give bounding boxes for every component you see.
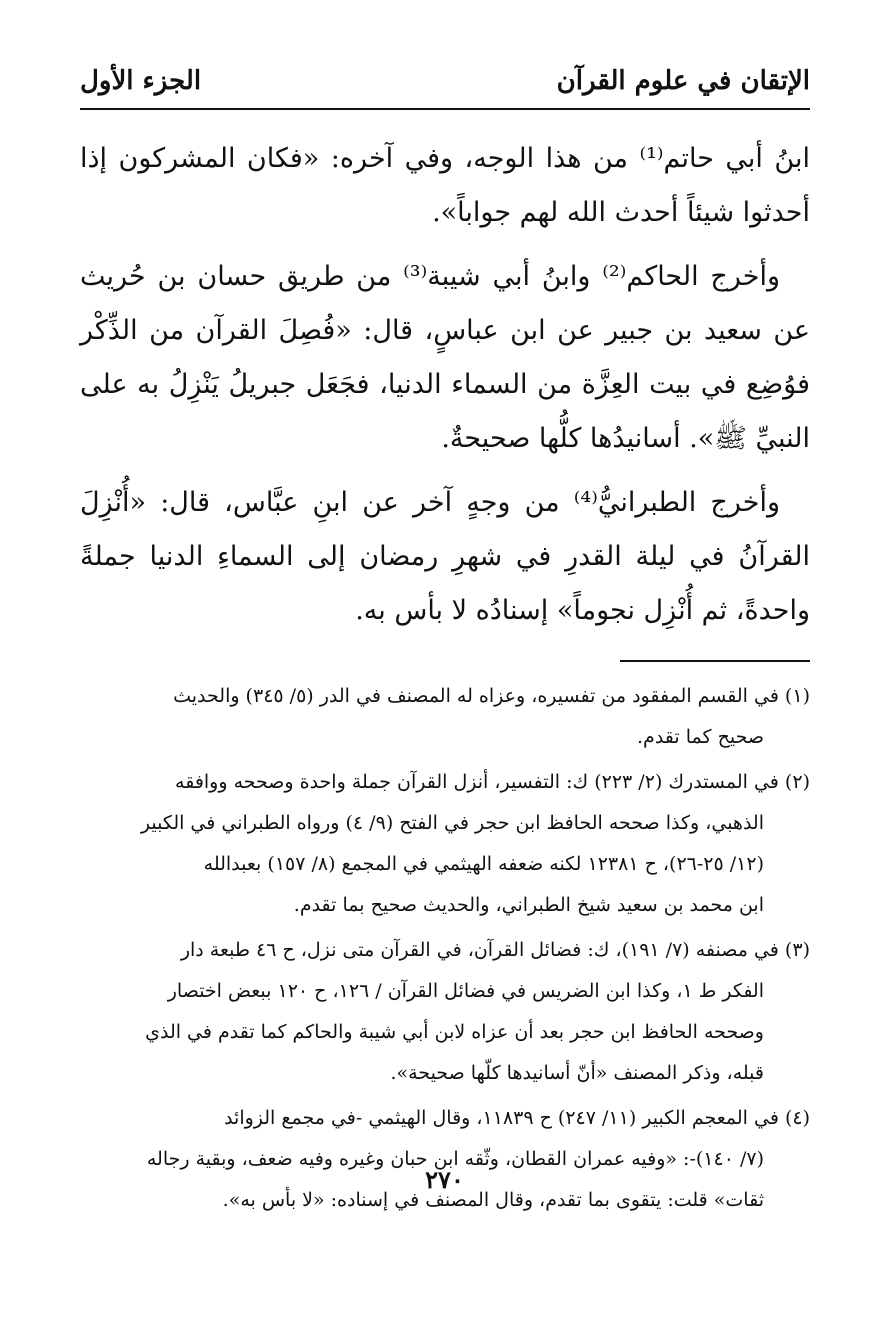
footnote-line: وصححه الحافظ ابن حجر بعد أن عزاه لابن أبي شيبة والحاكم كما تقدم في الذي [145, 1021, 764, 1043]
paragraph: وأخرج الحاكم⁽²⁾ وابنُ أبي شيبة⁽³⁾ من طريق حسان بن حُريث عن سعيد بن جبير عن ابن عباسٍ، قال: «فُصِلَ القرآن من الذِّكْر فوُضِع في بيت العِزَّة من السماء الدنيا، فجَعَل جبريلُ يَنْزِلُ به على النبيِّ ﷺ». أسانيدُها كلُّها صحيحةٌ. [80, 261, 810, 454]
footnote [80, 930, 810, 1094]
footnote-line: (٢) في المستدرك (٢/ ٢٢٣) ك: التفسير، أنزل القرآن جملة واحدة وصححه ووافقه [175, 771, 810, 793]
footnote-line: (٣) في مصنفه (٧/ ١٩١)، ك: فضائل القرآن، في القرآن متى نزل، ح ٤٦ طبعة دار [180, 939, 810, 961]
footnote-line: (١) في القسم المفقود من تفسيره، وعزاه له المصنف في الدر (٥/ ٣٤٥) والحديث [173, 685, 810, 707]
paragraph: ابنُ أبي حاتم⁽¹⁾ من هذا الوجه، وفي آخره: «فكان المشركون إذا أحدثوا شيئاً أحدث الله لهم جواباً». [80, 143, 810, 228]
footnote [80, 1098, 810, 1221]
footnote-separator [620, 660, 810, 662]
footnotes [80, 676, 810, 1221]
footnote-line: الفكر ط ١، وكذا ابن الضريس في فضائل القرآن / ١٢٦، ح ١٢٠ ببعض اختصار [167, 980, 764, 1002]
running-header [80, 60, 810, 110]
book-title: الإتقان في علوم القرآن [556, 66, 810, 96]
footnote-line: (٧/ ١٤٠)-: «وفيه عمران القطان، وثّقه ابن حبان وغيره وفيه ضعف، وبقية رجاله [146, 1148, 764, 1170]
footnote-line: ثقات» قلت: يتقوى بما تقدم، وقال المصنف في إسناده: «لا بأس به». [222, 1189, 764, 1211]
book-page [80, 60, 810, 1225]
footnote-line: الذهبي، وكذا صححه الحافظ ابن حجر في الفتح (٩/ ٤) ورواه الطبراني في الكبير [140, 812, 764, 834]
footnote-line: قبله، وذكر المصنف «أنّ أسانيدها كلّها صحيحة». [390, 1062, 764, 1084]
page-number: ٢٧٠ [425, 1165, 464, 1194]
footnote-line: ابن محمد بن سعيد شيخ الطبراني، والحديث صحيح بما تقدم. [293, 894, 764, 916]
footnote-line: صحيح كما تقدم. [637, 726, 764, 748]
footnote [80, 762, 810, 926]
footnote-line: (١٢/ ٢٥-٢٦)، ح ١٢٣٨١ لكنه ضعفه الهيثمي في المجمع (٨/ ١٥٧) بعبدالله [203, 853, 764, 875]
footnote-line: (٤) في المعجم الكبير (١١/ ٢٤٧) ح ١١٨٣٩، وقال الهيثمي -في مجمع الزوائد [224, 1107, 810, 1129]
paragraph: وأخرج الطبرانيُّ⁽⁴⁾ من وجهٍ آخر عن ابنِ عبَّاس، قال: «أُنْزِلَ القرآنُ في ليلة القدرِ في شهرِ رمضان إلى السماءِ الدنيا جملةً واحدةً، ثم أُنْزِل نجوماً» إسنادُه لا بأس به. [80, 487, 810, 626]
main-text [80, 132, 810, 638]
volume-label: الجزء الأول [80, 66, 202, 96]
footnote [80, 676, 810, 758]
